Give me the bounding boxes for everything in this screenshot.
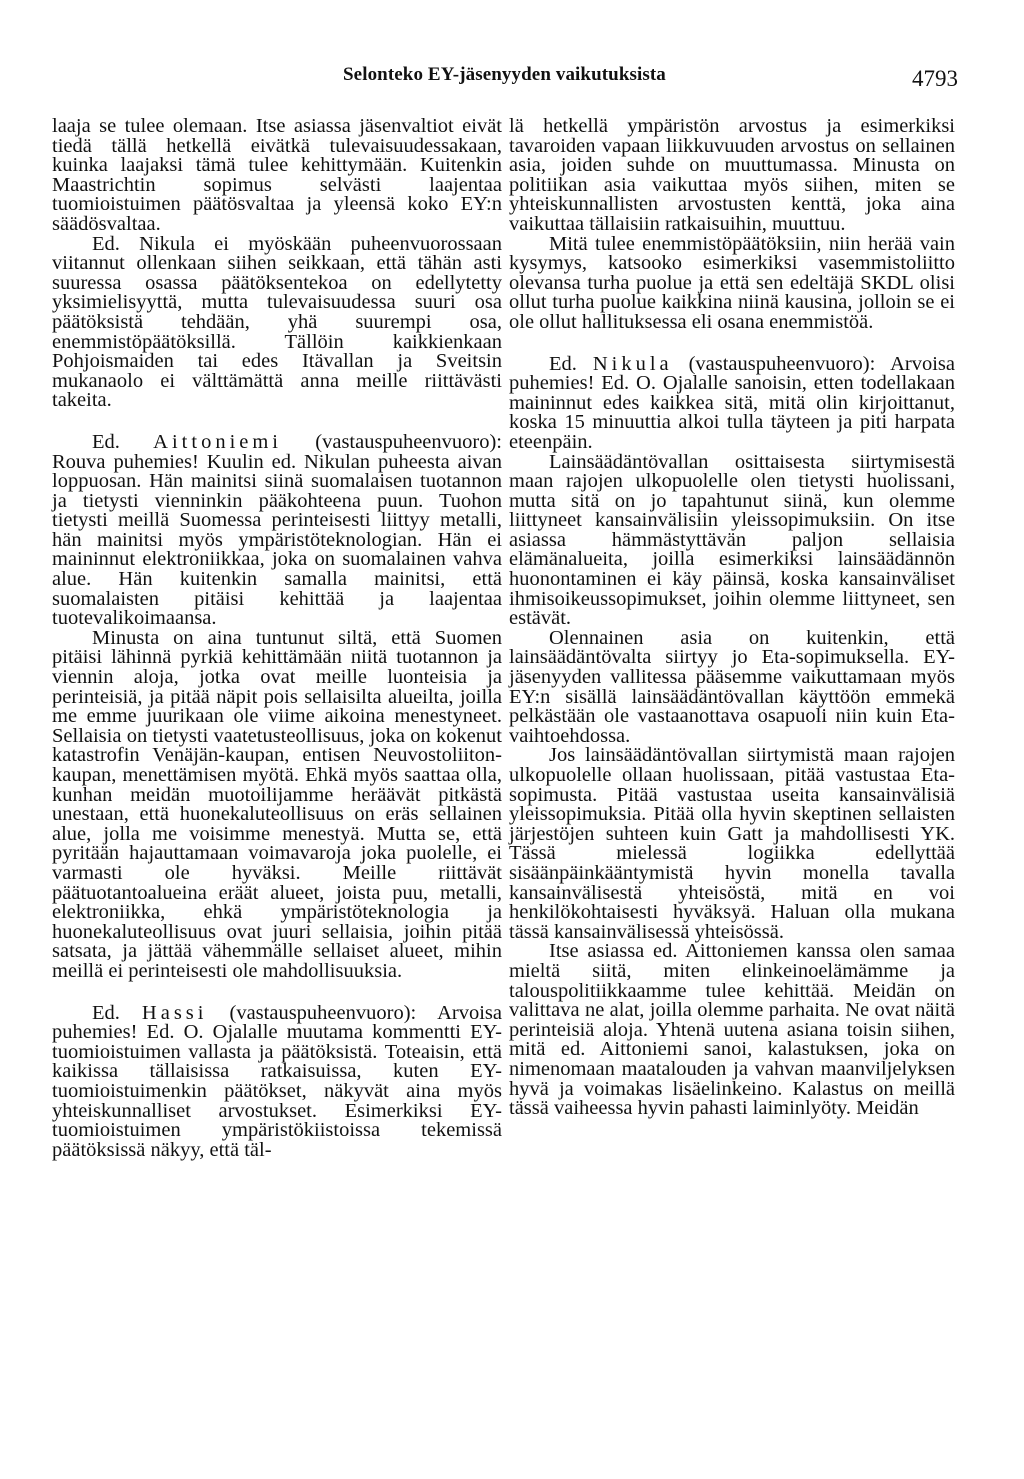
page-header — [0, 64, 1024, 94]
speaker-name: Hassi — [141, 1001, 208, 1024]
speech-text: (vastauspuheenvuoro): Rouva puhemies! Kuulin ed. Nikulan puheesta aivan loppuosan. Hän mainitsi siinä suomalaisen tuotannon ja tietysti vienninkin pääkohteena puun. Tuohon tietysti meillä Suomessa perinteisesti liittyy metalli, hän mainitsi myös ympäristöteknologian. Hän ei maininnut elektroniikkaa, joka on suomalainen vahva alue. Hän kuitenkin samalla mainitsi, että suomalaisten pitäisi kehittää ja laajentaa tuotevalikoimaansa. — [52, 430, 502, 630]
paragraph: laaja se tulee olemaan. Itse asiassa jäsenvaltiot eivät tiedä tällä hetkellä eivätkä tulevaisuudessakaan, kuinka laajaksi tämä tulee kehittymään. Kuitenkin Maastrichtin sopimus selvästi laajentaa tuomioistuimen päätösvaltaa ja yleensä koko EY:n säädösvaltaa. — [52, 115, 502, 235]
left-column — [52, 117, 502, 1160]
speaker-name: Aittoniemi — [153, 430, 282, 453]
paragraph: Mitä tulee enemmistöpäätöksiin, niin herää vain kysymys, katsooko esimerkiksi vasemmistoliitto olevansa turha puolue ja että sen edeltäjä SKDL olisi ollut turha puolue kaikkina niinä kausina, jolloin se ei ole ollut hallituksessa eli osana enemmistöä. — [509, 232, 955, 333]
speech-nikula — [509, 352, 955, 453]
speaker-prefix: Ed. — [92, 1001, 142, 1024]
speaker-prefix: Ed. — [549, 352, 593, 375]
speech-hassi — [52, 1001, 502, 1161]
speech-aittoniemi — [52, 430, 502, 630]
speaker-name: Nikula — [592, 352, 673, 375]
paragraph: Lainsäädäntövallan osittaisesta siirtymisestä maan rajojen ulkopuolelle olen tietysti huolissani, mutta sitä on jo tapahtunut siinä, kun olemme liittyneet kansainvälisiin yleissopimuksiin. On itse asiassa hämmästyttävän paljon sellaisia elämänalueita, joilla esimerkiksi lainsäädännön huonontaminen ei käy päinsä, koska kansainväliset ihmisoikeussopimukset, joihin olemme liittyneet, sen estävät. — [509, 450, 955, 630]
paragraph: Minusta on aina tuntunut siltä, että Suomen pitäisi lähinnä pyrkiä kehittämään niitä tuotannon ja viennin aloja, jotka ovat meille luonteisia ja perinteisiä, ja pitää näpit pois sellaisilta alueilta, joilla me emme juurikaan ole viime aikoina menestyneet. Sellaisia on tietysti vaatetusteollisuus, joka on kokenut katastrofin Venäjän-kaupan, entisen Neuvostoliiton-kaupan, menettämisen myötä. Ehkä myös saattaa olla, kunhan meidän muotoilijamme heräävät pitkästä unestaan, että huonekaluteollisuus on eräs sellainen alue, jolla me voisimme menestyä. Mutta se, että pyritään hajauttamaan voimavaroja joka puolelle, ei varmasti ole hyväksi. Meille riittävät päätuotantoalueina eräät alueet, joista puu, metalli, elektroniikka, ehkä ympäristöteknologia ja huonekaluteollisuus ovat juuri sellaisia, joihin pitää satsata, ja jättää vähemmälle sellaiset alueet, mihin meillä ei perinteisesti ole mahdollisuuksia. — [52, 626, 502, 982]
speaker-prefix: Ed. — [92, 430, 154, 453]
running-title: Selonteko EY-jäsenyyden vaikutuksista — [343, 64, 666, 85]
paragraph: Itse asiassa ed. Aittoniemen kanssa olen samaa mieltä siitä, miten elinkeinoelämämme ja talouspolitiikkaamme tulee kehittää. Meidän on valittava ne alat, joilla olemme parhaita. Ne ovat näitä perinteisiä aloja. Yhtenä uutena asiana toisin siihen, mitä ed. Aittoniemi sanoi, kalastuksen, joka on nimenomaan maatalouden ja vahvan maanviljelyksen hyvä ja voimakas lisäelinkeino. Kalastus on meillä tässä vaiheessa hyvin pahasti laiminlyöty. Meidän — [509, 940, 955, 1120]
speech-text: (vastauspuheenvuoro): Arvoisa puhemies! Ed. O. Ojalalle muutama kommentti EY-tuomioistuimen vallasta ja päätöksistä. Toteaisin, että kaikissa tällaisissa ratkaisuissa, kuten EY-tuomioistuimenkin päätökset, näkyvät aina myös yhteiskunnalliset arvostukset. Esimerkiksi EY-tuomioistuimen ympäristökiistoissa tekemissä päätöksissä näkyy, että täl- — [52, 1001, 502, 1161]
right-column — [509, 117, 955, 1119]
page-number: 4793 — [912, 66, 958, 91]
paragraph: lä hetkellä ympäristön arvostus ja esimerkiksi tavaroiden vapaan liikkuvuuden arvostus on sellainen asia, joiden suhde on muuttumassa. Minusta on politiikan asia vaikuttaa myös siihen, miten se yhteiskunnallisten arvostusten kenttä, joka aina vaikuttaa tällaisiin ratkaisuihin, muuttuu. — [509, 115, 955, 235]
paragraph: Jos lainsäädäntövallan siirtymistä maan rajojen ulkopuolelle ollaan huolissaan, pitää vastustaa Eta-sopimusta. Pitää vastustaa useita kansainvälisiä yleissopimuksia. Pitää olla hyvin skeptinen sellaisten järjestöjen suhteen kuin Gatt ja mahdollisesti YK. Tässä mielessä logiikka edellyttää sisäänpäinkääntymistä hyvin monella tavalla kansainvälisestä yhteisöstä, mitä en voi henkilökohtaisesti hyväksyä. Haluan olla mukana tässä kansainvälisessä yhteisössä. — [509, 744, 955, 943]
paragraph: Ed. Nikula ei myöskään puheenvuorossaan viitannut ollenkaan siihen seikkaan, että tähän asti suuressa osassa päätöksentekoa on edellytetty yksimielisyyttä, mutta tulevaisuudessa suuri osa päätöksistä tehdään, yhä suurempi osa, enemmistöpäätöksillä. Tällöin kaikkienkaan Pohjoismaiden tai edes Itävallan ja Sveitsin mukanaolo ei välttämättä anna meille riittävästi takeita. — [52, 232, 502, 412]
speech-text: (vastauspuheenvuoro): Arvoisa puhemies! Ed. O. Ojalalle sanoisin, etten todellakaan maininnut edes kaikkea sitä, mitä olin kirjoittanut, koska 15 minuuttia alkoi tulla täyteen ja piti harpata eteenpäin. — [509, 352, 955, 453]
paragraph: Olennainen asia on kuitenkin, että lainsäädäntövalta siirtyy jo Eta-sopimuksella. EY-jäsenyyden vallitessa pääsemme vaikuttamaan myös EY:n sisällä lainsäädäntövallan käyttöön emmekä pelkästään ole vastaanottava osapuoli niin kuin Eta-vaihtoehdossa. — [509, 626, 955, 747]
